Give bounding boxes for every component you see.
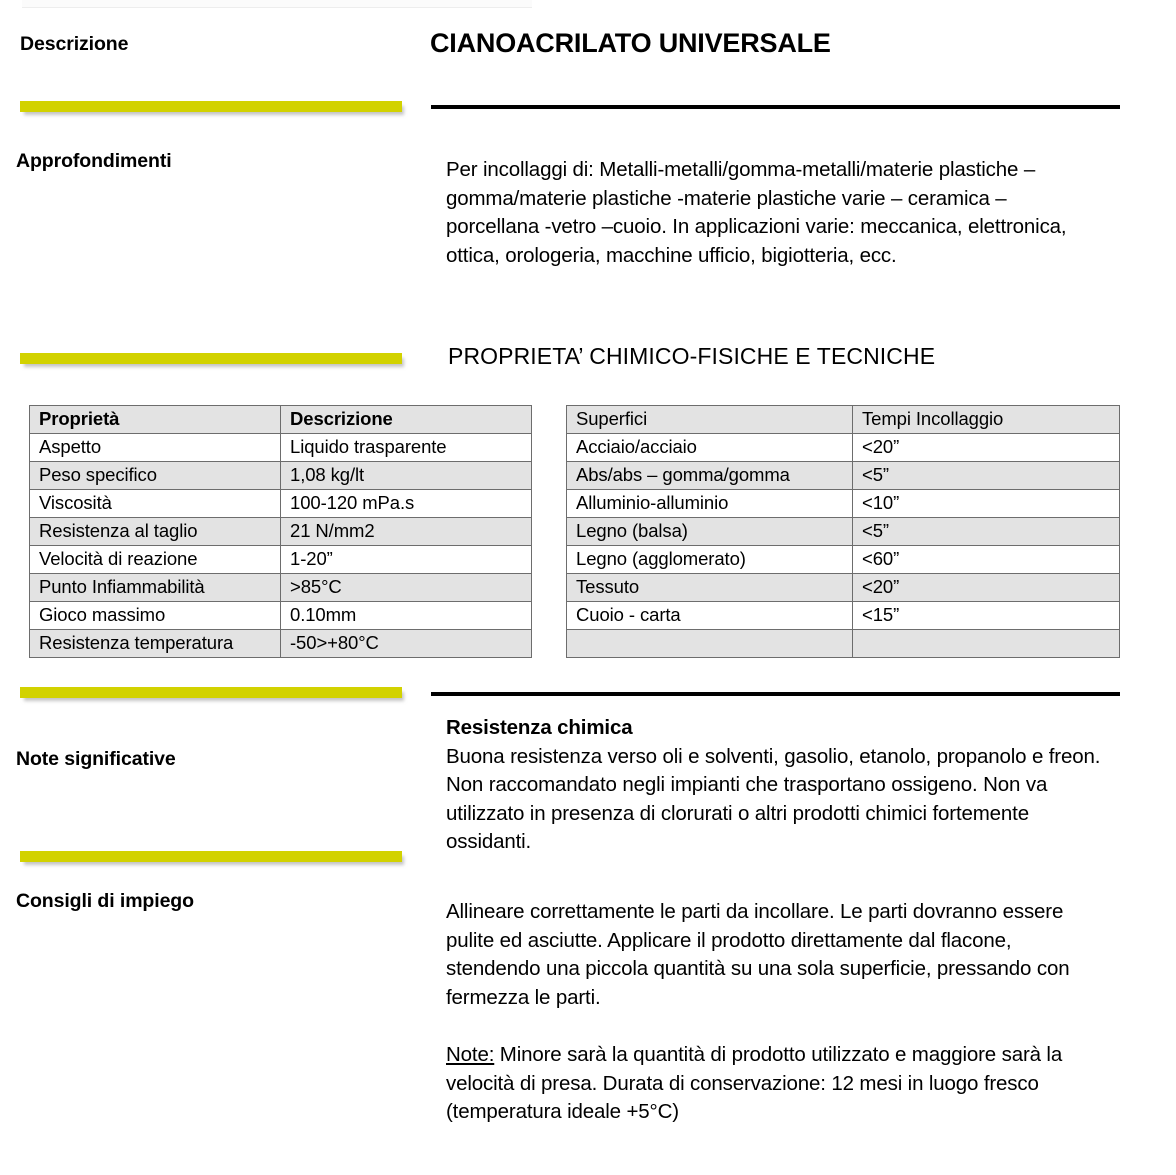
table-cell-surface: Cuoio - carta xyxy=(567,602,853,630)
table-cell-surface xyxy=(567,630,853,658)
table-row-empty xyxy=(567,630,1120,658)
chemical-resistance-block xyxy=(446,714,1106,857)
table-row xyxy=(567,434,1120,462)
horizontal-rule xyxy=(431,692,1120,696)
usage-instructions-paragraph: Allineare correttamente le parti da incollare. Le parti dovranno essere pulite ed asciutte. Applicare il prodotto direttamente dal flacone, stendendo una piccola quantità su una sola superficie, pressando con fermezza le parti. xyxy=(446,900,1070,1009)
table-header-cell: Descrizione xyxy=(281,406,532,434)
table-cell-property: Punto Infiammabilità xyxy=(30,574,281,602)
table-cell-time: <20” xyxy=(853,574,1120,602)
table-cell-property: Viscosità xyxy=(30,490,281,518)
table-row xyxy=(30,574,532,602)
table-cell-surface: Alluminio-alluminio xyxy=(567,490,853,518)
table-cell-time: <5” xyxy=(853,518,1120,546)
top-edge-artifact xyxy=(22,0,532,8)
page-title: CIANOACRILATO UNIVERSALE xyxy=(430,28,831,58)
table-cell-surface: Tessuto xyxy=(567,574,853,602)
table-row xyxy=(30,630,532,658)
table-cell-value: 21 N/mm2 xyxy=(281,518,532,546)
table-row xyxy=(30,602,532,630)
table-header-cell: Proprietà xyxy=(30,406,281,434)
yellow-divider-bar xyxy=(20,851,402,862)
table-cell-value: Liquido trasparente xyxy=(281,434,532,462)
note-text: Minore sarà la quantità di prodotto utilizzato e maggiore sarà la velocità di presa. Durata di conservazione: 12 mesi in luogo fresco (temperatura ideale +5°C) xyxy=(446,1043,1063,1124)
table-row xyxy=(30,462,532,490)
table-row xyxy=(567,462,1120,490)
table-cell-surface: Acciaio/acciaio xyxy=(567,434,853,462)
table-row xyxy=(30,518,532,546)
table-header-cell: Tempi Incollaggio xyxy=(853,406,1120,434)
table-cell-property: Peso specifico xyxy=(30,462,281,490)
section-label-note-significative: Note significative xyxy=(16,748,176,770)
table-header-cell: Superfici xyxy=(567,406,853,434)
chemical-resistance-text: Buona resistenza verso oli e solventi, gasolio, etanolo, propanolo e freon. Non raccomandato negli impianti che trasportano ossigeno. Non va utilizzato in presenza di clorurati o altri prodotti chimici fortemente ossidanti. xyxy=(446,744,1101,854)
table-cell-property: Aspetto xyxy=(30,434,281,462)
table-cell-property: Velocità di reazione xyxy=(30,546,281,574)
table-cell-time xyxy=(853,630,1120,658)
table-row xyxy=(567,518,1120,546)
table-row xyxy=(567,546,1120,574)
table-cell-property: Resistenza temperatura xyxy=(30,630,281,658)
table-row xyxy=(30,546,532,574)
table-cell-time: <10” xyxy=(853,490,1120,518)
table-cell-surface: Legno (balsa) xyxy=(567,518,853,546)
table-cell-value: 1-20” xyxy=(281,546,532,574)
table-header-row xyxy=(30,406,532,434)
table-header-row xyxy=(567,406,1120,434)
table-cell-value: -50>+80°C xyxy=(281,630,532,658)
table-row xyxy=(567,602,1120,630)
table-cell-value: 1,08 kg/lt xyxy=(281,462,532,490)
section-label-descrizione: Descrizione xyxy=(20,33,129,55)
yellow-divider-bar xyxy=(20,687,402,698)
note-paragraph xyxy=(446,1041,1101,1127)
table-cell-time: <5” xyxy=(853,462,1120,490)
section-label-approfondimenti: Approfondimenti xyxy=(16,150,172,172)
horizontal-rule xyxy=(431,105,1120,109)
table-cell-surface: Legno (agglomerato) xyxy=(567,546,853,574)
table-cell-time: <60” xyxy=(853,546,1120,574)
intro-paragraph: Per incollaggi di: Metalli-metalli/gomma-metalli/materie plastiche – gomma/materie plastiche -materie plastiche varie – ceramica – porcellana -vetro –cuoio. In applicazioni varie: meccanica, elettronica, ottica, orologeria, macchine ufficio, bigiotteria, ecc. xyxy=(446,158,1067,267)
table-cell-property: Gioco massimo xyxy=(30,602,281,630)
surfaces-table xyxy=(566,405,1120,658)
table-cell-value: 100-120 mPa.s xyxy=(281,490,532,518)
section-label-consigli-di-impiego: Consigli di impiego xyxy=(16,890,194,912)
chemical-resistance-heading: Resistenza chimica xyxy=(446,716,633,739)
properties-section-heading: PROPRIETA’ CHIMICO-FISICHE E TECNICHE xyxy=(448,343,936,369)
yellow-divider-bar xyxy=(20,101,402,112)
properties-table xyxy=(29,405,532,658)
table-cell-surface: Abs/abs – gomma/gomma xyxy=(567,462,853,490)
table-row xyxy=(567,490,1120,518)
table-cell-time: <20” xyxy=(853,434,1120,462)
yellow-divider-bar xyxy=(20,353,402,364)
table-cell-value: 0.10mm xyxy=(281,602,532,630)
note-label: Note: xyxy=(446,1043,495,1066)
table-row xyxy=(30,490,532,518)
table-cell-property: Resistenza al taglio xyxy=(30,518,281,546)
table-row xyxy=(30,434,532,462)
table-cell-value: >85°C xyxy=(281,574,532,602)
table-row xyxy=(567,574,1120,602)
table-cell-time: <15” xyxy=(853,602,1120,630)
